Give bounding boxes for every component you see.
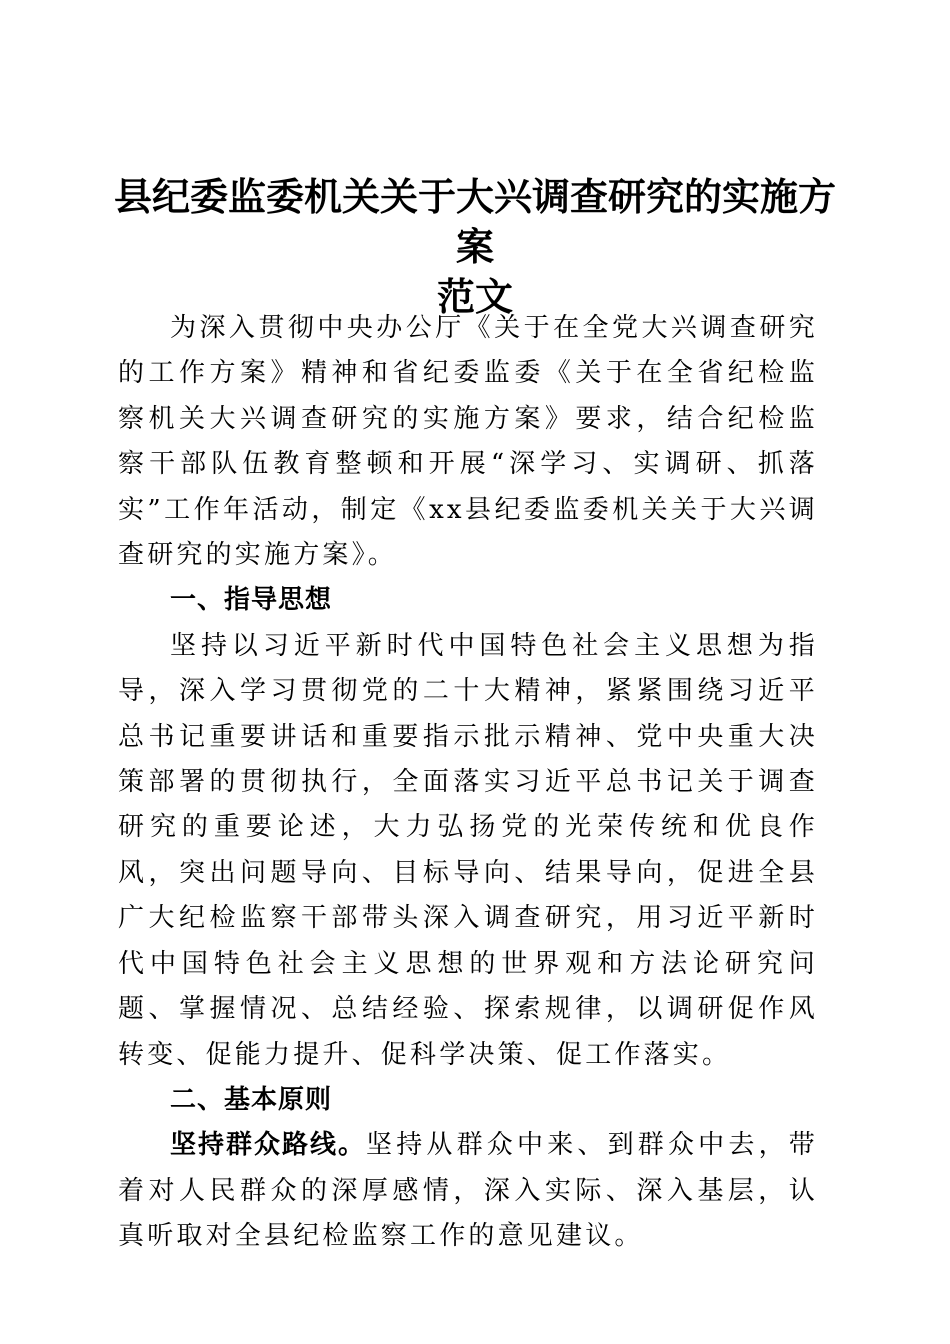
principle-lead: 坚持群众路线。: [170, 1130, 366, 1161]
title-line-2: 范文: [436, 275, 513, 319]
section-heading-basic-principles: 二、基本原则: [170, 1084, 333, 1115]
title-line-1: 县纪委监委机关关于大兴调查研究的实施方案: [113, 175, 836, 269]
guiding-ideology-paragraph: 坚持以习近平新时代中国特色社会主义思想为指导，深入学习贯彻党的二十大精神，紧紧围绕习近平总书记重要讲话和重要指示批示精神、党中央重大决策部署的贯彻执行，全面落实习近平总书记关于调查研究的重要论述，大力弘扬党的光荣传统和优良作风，突出问题导向、目标导向、结果导向，促进全县广大纪检监察干部带头深入调查研究，用习近平新时代中国特色社会主义思想的世界观和方法论研究问题、掌握情况、总结经验、探索规律，以调研促作风转变、促能力提升、促科学决策、促工作落实。: [118, 630, 818, 1070]
document-body: [118, 306, 818, 1260]
intro-paragraph: 为深入贯彻中央办公厅《关于在全党大兴调查研究的工作方案》精神和省纪委监委《关于在全省纪检监察机关大兴调查研究的实施方案》要求，结合纪检监察干部队伍教育整顿和开展“深学习、实调研、抓落实”工作年活动，制定《xx县纪委监委机关关于大兴调查研究的实施方案》。: [118, 313, 818, 571]
principle-paragraph: [118, 1123, 818, 1259]
document-title: [100, 172, 850, 322]
principle-text: 坚持从群众中来、到群众中去，带着对人民群众的深厚感情，深入实际、深入基层，认真听取对全县纪检监察工作的意见建议。: [118, 1130, 818, 1252]
section-heading-guiding-ideology: 一、指导思想: [170, 585, 333, 616]
